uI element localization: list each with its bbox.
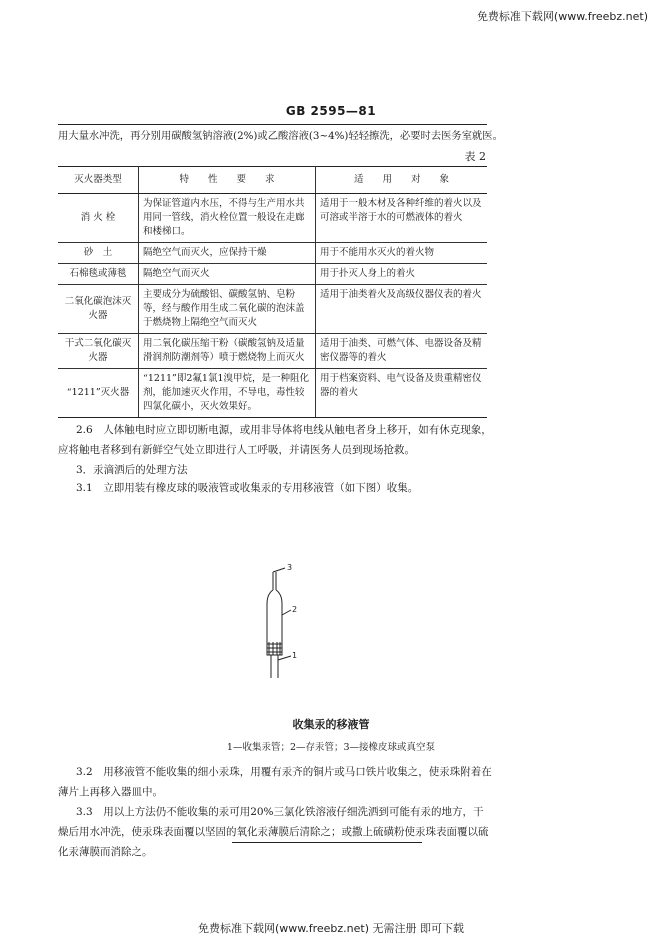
table-row	[58, 369, 487, 418]
figure-legend: 1—收集汞管；2—存汞管；3—接橡皮球或真空泵	[226, 742, 436, 753]
cell-spec: 隔绝空气而灭火	[139, 264, 316, 285]
cell-spec: 隔绝空气而灭火，应保持干燥	[139, 243, 316, 264]
paragraph-3-3: 3.3 用以上方法仍不能收集的汞可用20%三氯化铁溶液仔细洗洒到可能有汞的地方，干燥后用水冲洗，使汞珠表面覆以坚固的氧化汞薄膜后清除之；或撒上硫磺粉使汞珠表面覆以硫化汞薄膜而消除之。	[58, 806, 489, 858]
figure-label-1: 1	[292, 651, 298, 660]
intro-line: 用大量水冲洗，再分别用碳酸氢钠溶液(2%)或乙酸溶液(3~4%)轻轻擦洗，必要时去医务室就医。	[58, 130, 503, 142]
table-label: 表 2	[464, 150, 486, 163]
table-row	[58, 194, 487, 243]
table-row	[58, 334, 487, 369]
cell-spec: 主要成分为硫酸铝、碳酸氢钠、皂粉等，经与酸作用生成二氧化碳的泡沫盖于燃烧物上隔绝空气而灭火	[139, 285, 316, 334]
end-rule	[232, 842, 422, 843]
cell-type: 砂 土	[58, 243, 139, 264]
table-row	[58, 285, 487, 334]
cell-type: “1211”灭火器	[58, 369, 139, 418]
cell-use: 适用于油类、可燃气体、电器设备及精密仪器等的着火	[316, 334, 488, 369]
cell-use: 用于档案资料、电气设备及贵重精密仪器的着火	[316, 369, 488, 418]
paragraph-3-1: 3.1 立即用装有橡皮球的吸液管或收集汞的专用移液管（如下图）收集。	[76, 482, 419, 494]
cell-spec: 用二氧化碳压缩干粉（碳酸氢钠及适量滑润剂防潮剂等）喷于燃烧物上而灭火	[139, 334, 316, 369]
table-row	[58, 243, 487, 264]
header-spec: 特 性 要 求	[139, 167, 316, 194]
watermark-top: 免费标准下载网(www.freebz.net)	[476, 10, 648, 23]
figure-label-2: 2	[292, 605, 298, 614]
header-rule	[58, 124, 487, 125]
cell-spec: 为保证管道内水压，不得与生产用水共用同一管线，消火栓位置一般设在走廊和楼梯口。	[139, 194, 316, 243]
cell-use: 适用于油类着火及高级仪器仪表的着火	[316, 285, 488, 334]
cell-use: 适用于一般木材及各种纤维的着火以及可溶或半溶于水的可燃液体的着火	[316, 194, 488, 243]
cell-type: 消 火 栓	[58, 194, 139, 243]
figure-caption: 收集汞的移液管	[292, 718, 370, 731]
table-row	[58, 264, 487, 285]
figure-label-3: 3	[287, 563, 293, 572]
table-header-row	[58, 167, 487, 194]
cell-type: 干式二氧化碳灭火器	[58, 334, 139, 369]
cell-use: 用于扑灭人身上的着火	[316, 264, 488, 285]
top-tube	[273, 568, 285, 590]
reservoir-tube	[267, 590, 282, 640]
cell-type: 石棉毯或薄毯	[58, 264, 139, 285]
standard-number: GB 2595—81	[285, 104, 377, 118]
cell-use: 用于不能用水灭火的着火物	[316, 243, 488, 264]
hatching	[267, 642, 282, 655]
heading-3: 3．汞滴洒后的处理方法	[76, 464, 188, 476]
pipette-figure	[245, 560, 315, 680]
watermark-bottom: 免费标准下载网(www.freebz.net) 无需注册 即可下载	[197, 922, 465, 935]
extinguisher-table	[58, 166, 487, 418]
paragraph-3-2: 3.2 用移液管不能收集的细小汞珠，用覆有汞齐的铜片或马口铁片收集之，使汞珠附着在薄片上再移入器皿中。	[58, 766, 492, 798]
header-use: 适 用 对 象	[316, 167, 488, 194]
cell-type: 二氧化碳泡沫灭火器	[58, 285, 139, 334]
header-type: 灭火器类型	[58, 167, 139, 194]
paragraph-2-6: 2.6 人体触电时应立即切断电源，或用非导体将电线从触电者身上移开，如有休克现象，应将触电者移到有新鲜空气处立即进行人工呼吸，并请医务人员到现场抢救。	[58, 424, 492, 456]
cell-spec: “1211”即2氟1氯1溴甲烷，是一种阻化剂，能加速灭火作用，不导电，毒性较四氯化碳小，灭火效果好。	[139, 369, 316, 418]
